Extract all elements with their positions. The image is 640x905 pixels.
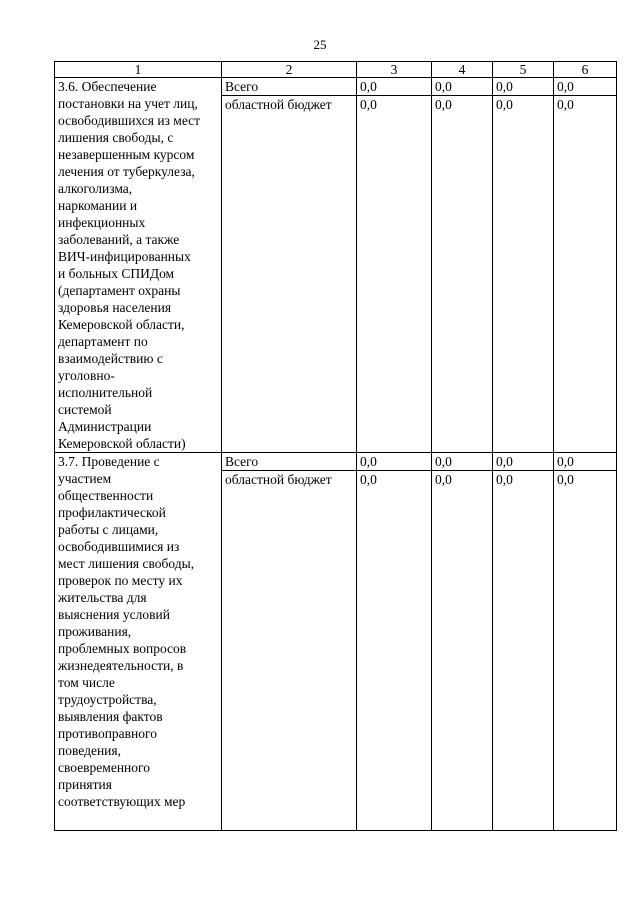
measure-description: 3.6. Обеспечение постановки на учет лиц, освободившихся из мест лишения свободы, с незавершенным курсом лечения от туберкулеза, алкоголизма, наркомании и инфекционных заболеваний, а также ВИЧ-инфицированных и больных СПИДом (департамент охраны здоровья населения Кемеровской области, департамент по взаимодействию с уголовно- исполнительной системой Администрации Кемеровской области) — [55, 78, 222, 453]
value-cell: 0,0 — [554, 96, 617, 114]
value-cell: 0,0 — [357, 471, 432, 489]
value-cell: 0,0 — [357, 96, 432, 114]
funding-source: областной бюджет — [222, 96, 357, 114]
funding-source: Всего — [222, 78, 357, 96]
column-header: 3 — [357, 62, 432, 78]
header-row — [55, 62, 617, 78]
table-row — [55, 78, 617, 96]
value-cell: 0,0 — [357, 453, 432, 471]
value-cell: 0,0 — [493, 78, 554, 96]
page-number: 25 — [313, 37, 327, 52]
value-cell: 0,0 — [357, 78, 432, 96]
value-cell: 0,0 — [432, 78, 493, 96]
value-cell: 0,0 — [432, 453, 493, 471]
column-header: 1 — [55, 62, 222, 78]
program-table — [54, 61, 617, 831]
value-cell: 0,0 — [493, 471, 554, 489]
column-header: 6 — [554, 62, 617, 78]
table-row — [55, 453, 617, 471]
measure-description: 3.7. Проведение с участием общественности профилактической работы с лицами, освободившимися из мест лишения свободы, проверок по месту их жительства для выяснения условий проживания, проблемных вопросов жизнедеятельности, в том числе трудоустройства, выявления фактов противоправного поведения, своевременного принятия соответствующих мер — [55, 453, 222, 831]
funding-source: Всего — [222, 453, 357, 471]
column-header: 5 — [493, 62, 554, 78]
column-header: 4 — [432, 62, 493, 78]
value-cell: 0,0 — [432, 96, 493, 114]
column-header: 2 — [222, 62, 357, 78]
funding-source: областной бюджет — [222, 471, 357, 489]
value-cell: 0,0 — [554, 78, 617, 96]
value-cell: 0,0 — [554, 453, 617, 471]
value-cell: 0,0 — [493, 96, 554, 114]
value-cell: 0,0 — [493, 453, 554, 471]
value-cell: 0,0 — [554, 471, 617, 489]
value-cell: 0,0 — [432, 471, 493, 489]
